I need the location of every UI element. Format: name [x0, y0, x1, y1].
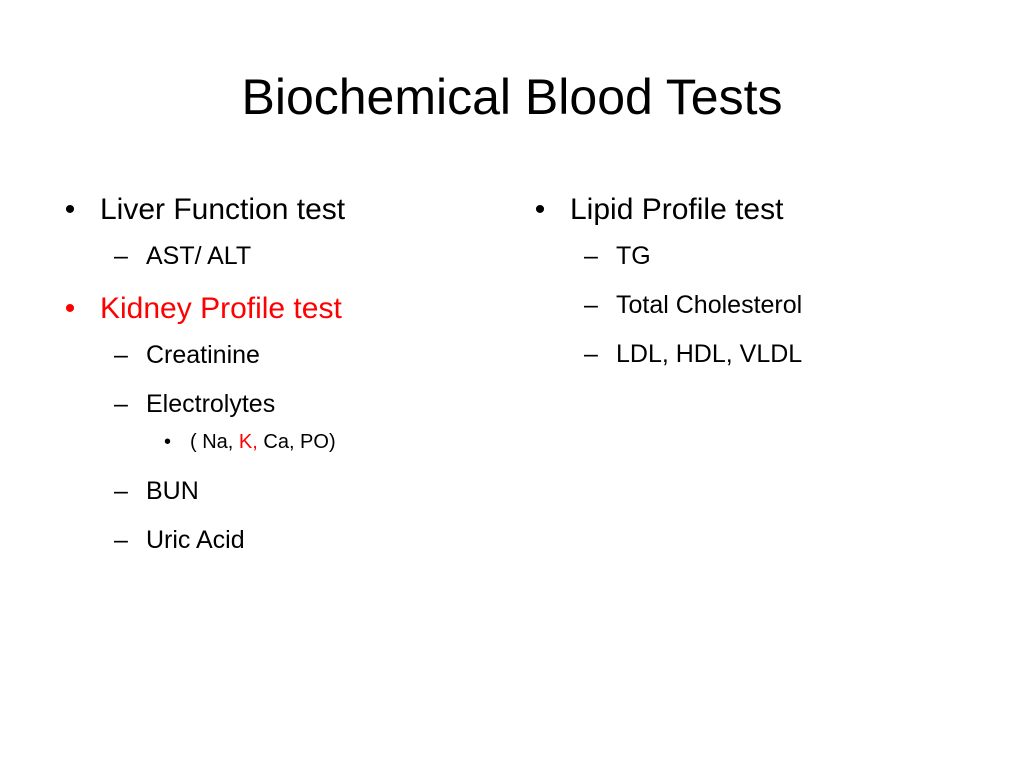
right-column — [530, 188, 970, 385]
list-item-lipid-profile — [530, 188, 970, 232]
dash-icon: – — [584, 291, 598, 319]
sub-item-label: Uric Acid — [146, 526, 245, 554]
left-bullet-list — [60, 188, 500, 558]
right-bullet-list — [530, 188, 970, 372]
dash-icon: – — [584, 242, 598, 270]
dash-icon: – — [114, 477, 128, 505]
sublist-kidney — [60, 337, 500, 558]
sub-item-uric-acid — [60, 522, 500, 558]
sub-item-label: AST/ ALT — [146, 242, 252, 270]
sub-item-label: Total Cholesterol — [616, 291, 803, 319]
list-item-label: Lipid Profile test — [570, 193, 784, 226]
bullet-icon: • — [534, 193, 546, 226]
list-item-liver-function — [60, 188, 500, 232]
electrolyte-suffix: Ca, PO) — [263, 431, 336, 453]
dash-icon: – — [584, 340, 598, 368]
list-item-label: Liver Function test — [100, 193, 346, 226]
electrolyte-prefix: ( Na, — [190, 431, 234, 453]
sub-item-electrolytes — [60, 386, 500, 422]
sub-item-creatinine — [60, 337, 500, 373]
slide-title: Biochemical Blood Tests — [241, 69, 783, 125]
sub-item-label: TG — [616, 242, 651, 270]
sub-item-ast-alt — [60, 238, 500, 274]
sublist-liver — [60, 238, 500, 274]
sub-sub-item-electrolyte-detail — [60, 427, 500, 457]
list-item-kidney-profile — [60, 287, 500, 331]
list-item-label: Kidney Profile test — [100, 292, 342, 325]
dash-icon: – — [114, 526, 128, 554]
sublist-lipid — [530, 238, 970, 372]
sub-item-label: LDL, HDL, VLDL — [616, 340, 803, 368]
bullet-icon: • — [64, 292, 76, 325]
dash-icon: – — [114, 242, 128, 270]
sub-item-bun — [60, 473, 500, 509]
bullet-icon: • — [64, 193, 76, 226]
sublist-electrolytes — [60, 427, 500, 457]
sub-item-total-cholesterol — [530, 287, 970, 323]
electrolyte-highlight-potassium: K, — [238, 431, 258, 453]
left-column — [60, 188, 500, 571]
sub-item-label: BUN — [146, 477, 199, 505]
sub-item-lipoproteins — [530, 336, 970, 372]
sub-item-tg — [530, 238, 970, 274]
sub-item-label: Creatinine — [146, 341, 260, 369]
dash-icon: – — [114, 390, 128, 418]
bullet-icon: • — [164, 431, 172, 453]
sub-item-label: Electrolytes — [146, 390, 276, 418]
dash-icon: – — [114, 341, 128, 369]
